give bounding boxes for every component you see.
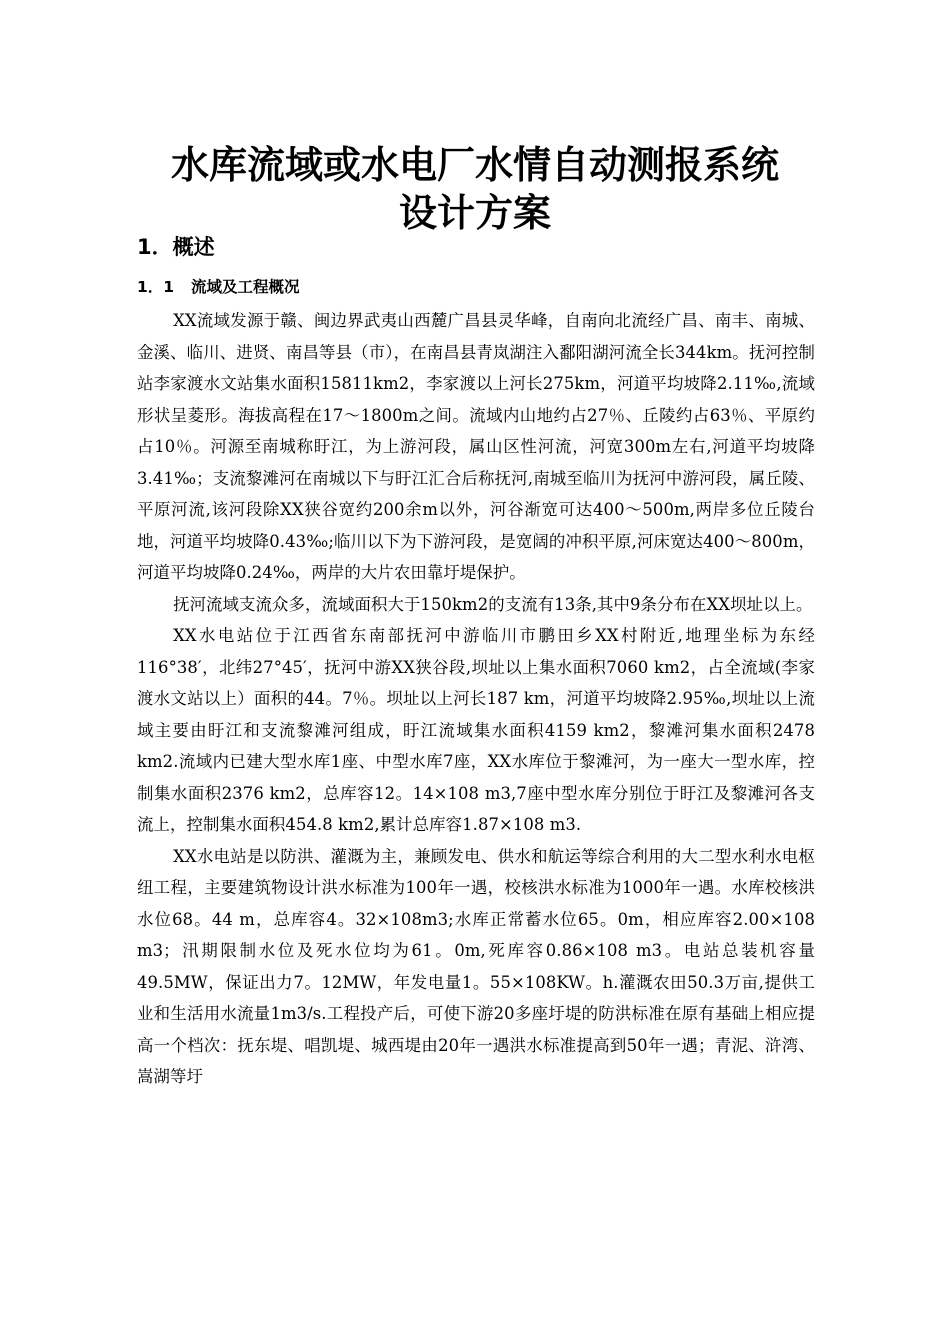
paragraph: 抚河流域支流众多，流域面积大于150km2的支流有13条,其中9条分布在XX坝址以上。 [173,594,813,614]
paragraph: XX水电站位于江西省东南部抚河中游临川市鹏田乡XX村附近,地理坐标为东经116°38′，北纬27°45′，抚河中游XX狭谷段,坝址以上集水面积7060 km2，占全流域(李家渡水文站以上）面积的44。7％。坝址以上河长187 km，河道平均坡降2.95‰,坝址以上流域主要由盱江和支流黎滩河组成，盱江流域集水面积4159 km2，黎滩河集水面积2478 km2.流域内已建大型水库1座、中型水库7座，XX水库位于黎滩河，为一座大一型水库，控制集水面积2376 km2，总库容12。14×108 m3,7座中型水库分别位于盱江及黎滩河各支流上，控制集水面积454.8 km2,累计总库容1.87×108 m3. [137,626,815,834]
paragraph: XX流域发源于赣、闽边界武夷山西麓广昌县灵华峰，自南向北流经广昌、南丰、南城、金溪、临川、进贤、南昌等县（市），在南昌县青岚湖注入鄱阳湖河流全长344km。抚河控制站李家渡水文站集水面积15811km2，李家渡以上河长275km，河道平均坡降2.11‰,流域形状呈菱形。海拔高程在17～1800m之间。流域内山地约占27％、丘陵约占63％、平原约占10％。河源至南城称盱江，为上游河段，属山区性河流，河宽300m左右,河道平均坡降3.41‰；支流黎滩河在南城以下与盱江汇合后称抚河,南城至临川为抚河中游河段，属丘陵、平原河流,该河段除XX狭谷宽约200余m以外，河谷渐宽可达400～500m,两岸多位丘陵台地，河道平均坡降0.43‰;临川以下为下游河段，是宽阔的冲积平原,河床宽达400～800m，河道平均坡降0.24‰，两岸的大片农田靠圩堤保护。 [137,311,815,582]
subsection-number: 1．1 [137,278,175,296]
paragraph: XX水电站是以防洪、灌溉为主，兼顾发电、供水和航运等综合利用的大二型水利水电枢纽工程，主要建筑物设计洪水标准为100年一遇，校核洪水标准为1000年一遇。水库校核洪水位68。44 m，总库容4。32×108m3;水库正常蓄水位65。0m，相应库容2.00×108 m3；汛期限制水位及死水位均为61。0m,死库容0.86×108 m3。电站总装机容量49.5MW，保证出力7。12MW，年发电量1。55×108KW。h.灌溉农田50.3万亩,提供工业和生活用水流量1m3/s.工程投产后，可使下游20多座圩堤的防洪标准在原有基础上相应提高一个档次：抚东堤、唱凯堤、城西堤由20年一遇洪水标准提高到50年一遇；青泥、浒湾、嵩湖等圩 [137,846,815,1086]
document-title-line-2: 设计方案 [398,191,551,235]
subsection-title: 流域及工程概况 [191,278,300,296]
document-body [137,305,815,1093]
subsection-heading [137,274,300,300]
document-title-line-1: 水库流域或水电厂水情自动测报系统 [170,143,779,187]
section-heading: 1．概述 [137,235,215,259]
